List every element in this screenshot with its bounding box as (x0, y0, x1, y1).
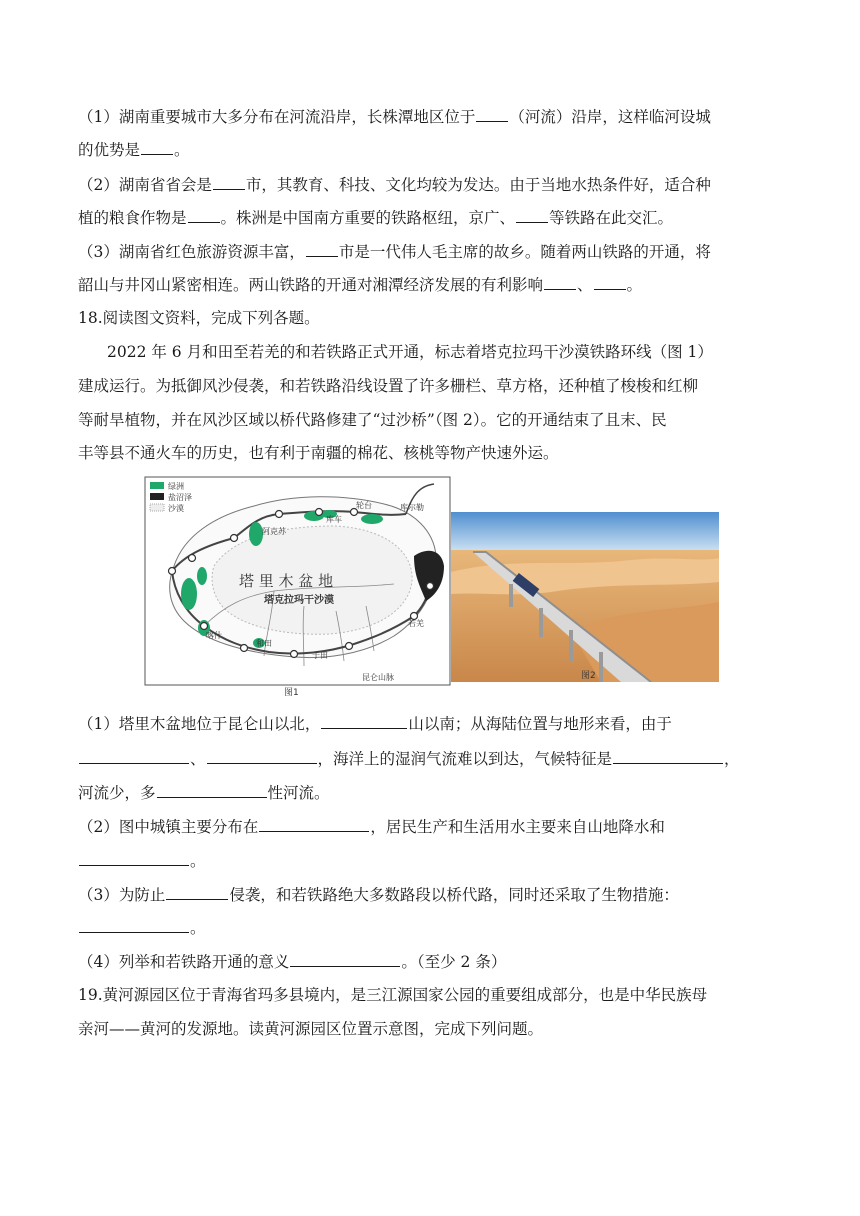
answer-blank[interactable] (321, 713, 407, 729)
desert-bridge-photo (451, 512, 719, 682)
q17-part3-line1: （3）湖南省红色旅游资源丰富， 市是一代伟人毛主席的故乡。随着两山铁路的开通，将 (78, 243, 711, 261)
q18-para-line2: 建成运行。为抵御风沙侵袭，和若铁路沿线设置了许多栅栏、草方格，还种植了梭梭和红柳 (78, 377, 699, 395)
answer-blank[interactable] (141, 139, 173, 155)
q18-sub3-line1: （3）为防止 侵袭，和若铁路绝大多数路段以桥代路，同时还采取了生物措施： (78, 886, 679, 904)
city-kuqa: 库车 (326, 515, 342, 524)
q18-sub1-line3: 河流少，多 性河流。 (78, 784, 330, 802)
city-yutian: 于田 (312, 651, 328, 660)
city-luntai: 轮台 (356, 501, 372, 510)
answer-blank[interactable] (166, 884, 228, 900)
answer-blank[interactable] (290, 951, 400, 967)
q19-line1: 19.黄河源园区位于青海省玛多县境内，是三江源国家公园的重要组成部分，也是中华民族母 (78, 986, 708, 1004)
city-aksu: 阿克苏 (262, 527, 286, 536)
city-ruoqiang: 若羌 (408, 619, 424, 628)
answer-blank[interactable] (476, 106, 508, 122)
caption-fig2: 图2 (581, 671, 596, 681)
q18-figure (144, 476, 719, 698)
q18-sub4: （4）列举和若铁路开通的意义 。（至少 2 条） (78, 953, 507, 971)
answer-blank[interactable] (516, 207, 548, 223)
answer-blank[interactable] (594, 274, 626, 290)
q18-sub3-line2: 。 (78, 917, 206, 938)
answer-blank[interactable] (157, 782, 267, 798)
legend-salt-marsh: 盐沼泽 (168, 493, 192, 502)
q17-part1-line2: 的优势是 。 (78, 141, 190, 159)
answer-blank[interactable] (259, 816, 369, 832)
q18-sub2-line2: 。 (78, 850, 206, 871)
q18-sub1-line2: 、 ，海洋上的湿润气流难以到达，气候特征是 ， (78, 748, 740, 769)
legend-oasis: 绿洲 (168, 482, 184, 491)
answer-blank[interactable] (79, 917, 189, 933)
answer-blank[interactable] (213, 174, 245, 190)
answer-blank[interactable] (544, 274, 576, 290)
q18-para-line3: 等耐旱植物，并在风沙区域以桥代路修建了“过沙桥”（图 2）。它的开通结束了且末、民 (78, 411, 667, 429)
tarim-basin-map (144, 476, 451, 698)
answer-blank[interactable] (207, 748, 317, 764)
q19-line2: 亲河——黄河的发源地。读黄河源园区位置示意图，完成下列问题。 (78, 1020, 544, 1038)
city-kashgar: 喀什 (206, 631, 222, 640)
answer-blank[interactable] (79, 748, 189, 764)
label-basin: 塔 里 木 盆 地 (239, 572, 334, 590)
caption-fig1: 图1 (284, 688, 299, 698)
q17-part1-line1: （1）湖南重要城市大多分布在河流沿岸，长株潭地区位于 （河流）沿岸，这样临河设城 (78, 108, 711, 126)
answer-blank[interactable] (613, 748, 723, 764)
label-desert: 塔克拉玛干沙漠 (264, 595, 334, 606)
q17-part3-line2: 韶山与井冈山紧密相连。两山铁路的开通对湘潭经济发展的有利影响 、 。 (78, 276, 643, 294)
answer-blank[interactable] (79, 850, 189, 866)
q17-part2-line1: （2）湖南省省会是 市，其教育、科技、文化均较为发达。由于当地水热条件好，适合种 (78, 176, 711, 194)
q18-para-line4: 丰等县不通火车的历史，也有利于南疆的棉花、核桃等物产快速外运。 (78, 444, 559, 462)
city-korla: 库尔勒 (400, 503, 424, 512)
city-hotan: 和田 (256, 639, 272, 648)
q18-sub2-line1: （2）图中城镇主要分布在 ，居民生产和生活用水主要来自山地降水和 (78, 818, 665, 836)
q17-part2-line2: 植的粮食作物是 。株洲是中国南方重要的铁路枢纽，京广、 等铁路在此交汇。 (78, 209, 674, 227)
label-kunlun: 昆仑山脉 (362, 673, 394, 682)
answer-blank[interactable] (306, 241, 338, 257)
answer-blank[interactable] (188, 207, 220, 223)
q18-sub1-line1: （1）塔里木盆地位于昆仑山以北， 山以南；从海陆位置与地形来看，由于 (78, 715, 672, 733)
q18-para-line1: 2022 年 6 月和田至若羌的和若铁路正式开通，标志着塔克拉玛干沙漠铁路环线（图 1） (107, 343, 713, 361)
legend-desert: 沙漠 (168, 504, 184, 513)
q18-title: 18.阅读图文资料，完成下列各题。 (78, 309, 320, 327)
